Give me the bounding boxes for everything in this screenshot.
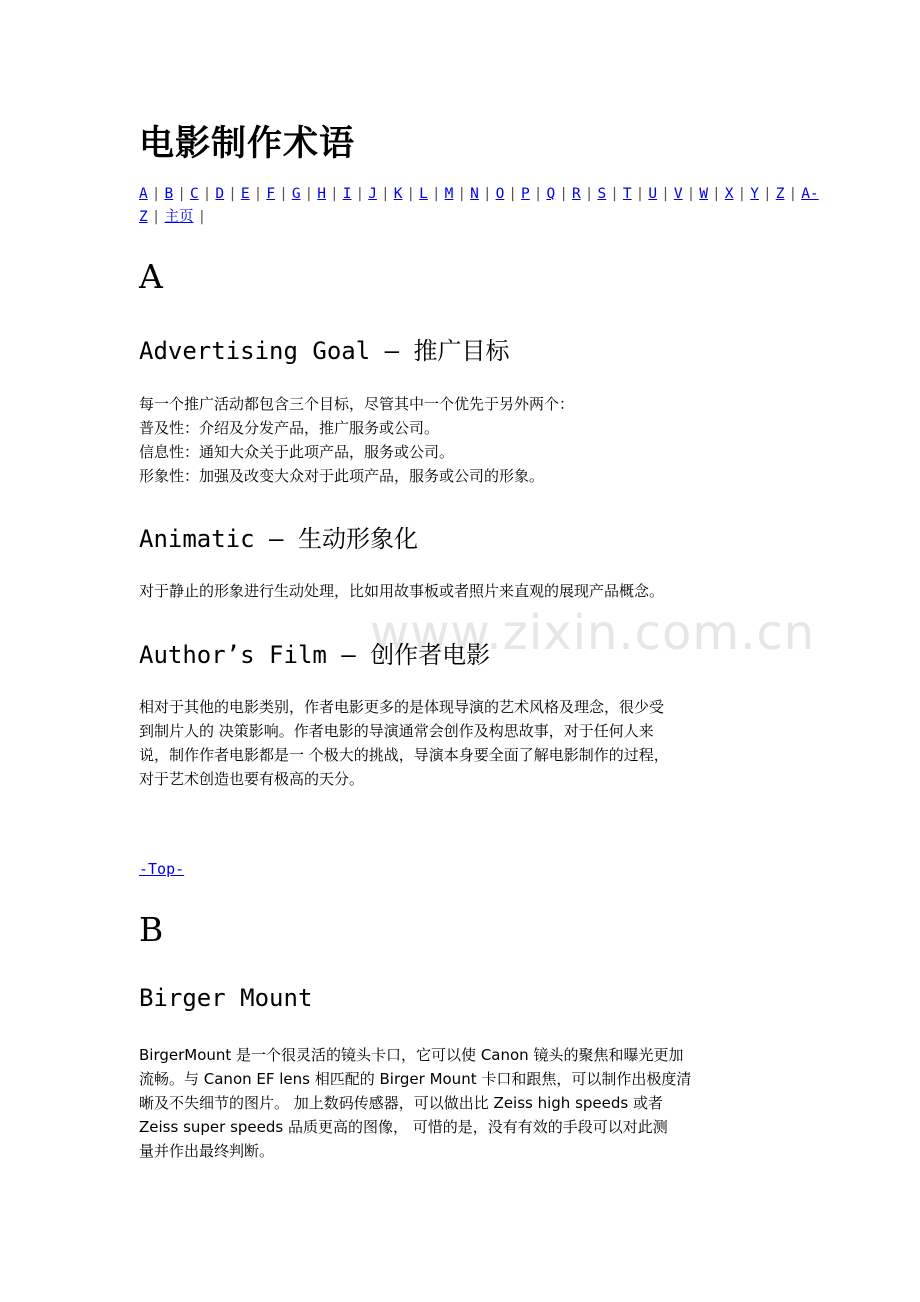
term-heading-authors-film: Author’s Film – 创作者电影 <box>139 641 491 669</box>
nav-separator: | <box>635 186 645 202</box>
nav-separator: | <box>737 186 747 202</box>
nav-link-q[interactable]: Q <box>546 186 556 202</box>
nav-link-w[interactable]: W <box>699 186 709 202</box>
body-line: 说，制作作者电影都是一 个极大的挑战，导演本身要全面了解电影制作的过程， <box>139 746 669 764</box>
nav-link-g[interactable]: G <box>291 186 301 202</box>
nav-separator: | <box>584 186 594 202</box>
nav-separator: | <box>151 186 161 202</box>
nav-separator: | <box>279 186 288 202</box>
nav-link-r[interactable]: R <box>571 186 581 202</box>
body-line: 量并作出最终判断。 <box>139 1142 275 1160</box>
nav-link-e[interactable]: E <box>240 186 250 202</box>
watermark-text: www.zixin.com.cn <box>370 605 816 661</box>
body-line: 普及性：介绍及分发产品，推广服务或公司。 <box>139 419 440 437</box>
nav-separator: | <box>431 186 441 202</box>
nav-link-a[interactable]: A <box>139 186 148 202</box>
nav-link-b[interactable]: B <box>164 186 174 202</box>
alphabet-nav <box>139 183 819 229</box>
back-to-top-link[interactable]: -Top- <box>139 860 185 878</box>
nav-link-u[interactable]: U <box>648 186 658 202</box>
nav-link-h[interactable]: H <box>317 186 327 202</box>
nav-separator: | <box>177 186 186 202</box>
nav-separator: | <box>197 209 207 225</box>
nav-link-k[interactable]: K <box>393 186 403 202</box>
nav-separator: | <box>559 186 568 202</box>
nav-link--[interactable]: 主页 <box>164 209 194 225</box>
nav-link-m[interactable]: M <box>444 186 454 202</box>
nav-separator: | <box>533 186 543 202</box>
nav-link-l[interactable]: L <box>419 186 428 202</box>
term-body-birger-mount <box>139 1043 784 1163</box>
body-line: 对于艺术创造也要有极高的天分。 <box>139 770 365 788</box>
nav-separator: | <box>788 186 798 202</box>
nav-link-z[interactable]: Z <box>775 186 785 202</box>
nav-link-d[interactable]: D <box>215 186 225 202</box>
nav-link-n[interactable]: N <box>470 186 479 202</box>
body-line: Zeiss super speeds 品质更高的图像， 可惜的是，没有有效的手段可以对此测 <box>139 1118 668 1136</box>
term-body-advertising-goal <box>139 392 784 488</box>
term-body-authors-film <box>139 695 784 791</box>
nav-link-o[interactable]: O <box>495 186 505 202</box>
nav-separator: | <box>508 186 518 202</box>
term-heading-advertising-goal: Advertising Goal – 推广目标 <box>139 337 510 365</box>
section-letter-b: B <box>139 910 164 949</box>
section-letter-a: A <box>139 257 163 296</box>
nav-link-v[interactable]: V <box>673 186 683 202</box>
nav-separator: | <box>380 186 390 202</box>
body-line: 相对于其他的电影类别，作者电影更多的是体现导演的艺术风格及理念，很少受 <box>139 698 665 716</box>
nav-separator: | <box>228 186 237 202</box>
body-line: 到制片人的 决策影响。作者电影的导演通常会创作及构思故事，对于任何人来 <box>139 722 654 740</box>
nav-separator: | <box>253 186 263 202</box>
nav-link-y[interactable]: Y <box>750 186 759 202</box>
nav-separator: | <box>355 186 365 202</box>
nav-separator: | <box>151 209 161 225</box>
nav-link-x[interactable]: X <box>724 186 734 202</box>
nav-link-f[interactable]: F <box>266 186 276 202</box>
nav-separator: | <box>406 186 416 202</box>
nav-link-t[interactable]: T <box>622 186 632 202</box>
nav-separator: | <box>762 186 772 202</box>
nav-separator: | <box>686 186 696 202</box>
nav-separator: | <box>610 186 619 202</box>
term-heading-animatic: Animatic – 生动形象化 <box>139 525 418 553</box>
term-heading-birger-mount: Birger Mount <box>139 984 313 1012</box>
body-line: 对于静止的形象进行生动处理，比如用故事板或者照片来直观的展现产品概念。 <box>139 582 665 600</box>
body-line: 晰及不失细节的图片。 加上数码传感器，可以做出比 Zeiss high speeds 或者 <box>139 1094 663 1112</box>
nav-link-c[interactable]: C <box>189 186 199 202</box>
body-line: BirgerMount 是一个很灵活的镜头卡口，它可以使 Canon 镜头的聚焦和曝光更加 <box>139 1046 684 1064</box>
nav-separator: | <box>712 186 721 202</box>
nav-separator: | <box>202 186 212 202</box>
nav-link-i[interactable]: I <box>342 186 352 202</box>
term-body-animatic <box>139 579 784 603</box>
nav-link-p[interactable]: P <box>521 186 530 202</box>
nav-link-a-z[interactable]: A-Z <box>139 186 819 225</box>
nav-separator: | <box>457 186 467 202</box>
page-title: 电影制作术语 <box>139 124 356 164</box>
nav-separator: | <box>661 186 670 202</box>
nav-separator: | <box>482 186 492 202</box>
body-line: 流畅。与 Canon EF lens 相匹配的 Birger Mount 卡口和跟焦，可以制作出极度清 <box>139 1070 692 1088</box>
body-line: 形象性：加强及改变大众对于此项产品，服务或公司的形象。 <box>139 467 545 485</box>
body-line: 每一个推广活动都包含三个目标，尽管其中一个优先于另外两个： <box>139 395 575 413</box>
body-line: 信息性：通知大众关于此项产品，服务或公司。 <box>139 443 455 461</box>
nav-link-s[interactable]: S <box>597 186 607 202</box>
nav-separator: | <box>304 186 314 202</box>
nav-link-j[interactable]: J <box>368 186 377 202</box>
nav-separator: | <box>330 186 339 202</box>
